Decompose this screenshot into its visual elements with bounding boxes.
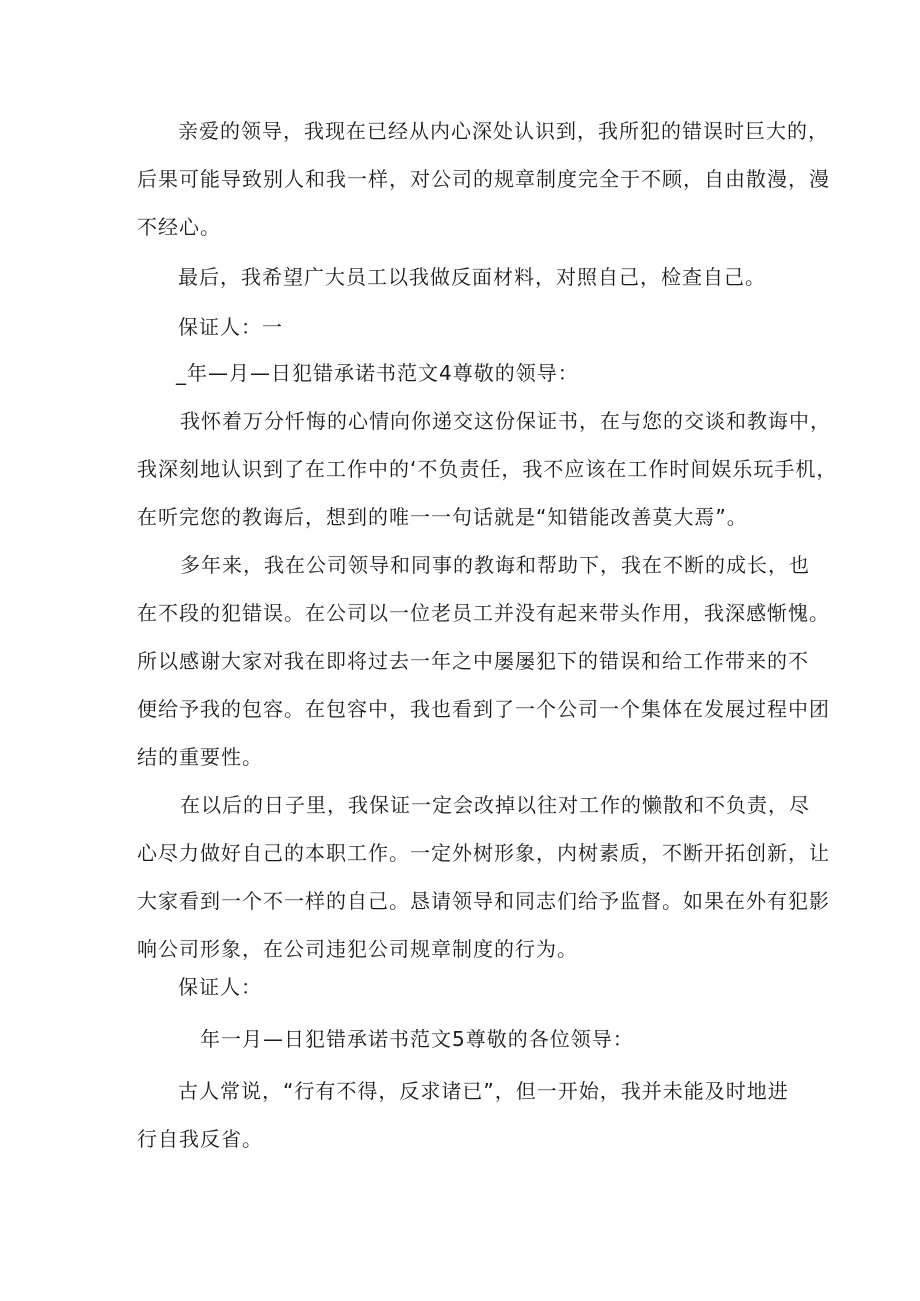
text-line-6: _年—月—日犯错承诺书范文4尊敬的领导： [176, 361, 579, 385]
text-line-16: 心尽力做好自己的本职工作。一定外树形象，内树素质，不断开拓创新，让 [137, 841, 830, 865]
text-line-14: 结的重要性。 [137, 745, 263, 769]
text-line-10: 多年来，我在公司领导和同事的教诲和帮助下，我在不断的成长，也 [180, 553, 810, 577]
text-line-12: 所以感谢大家对我在即将过去一年之中屡屡犯下的错误和给工作带来的不 [137, 649, 809, 673]
text-line-9: 在听完您的教诲后，想到的唯一一句话就是“知错能改善莫大焉”。 [137, 505, 748, 529]
text-line-19: 保证人： [178, 975, 262, 999]
text-line-11: 在不段的犯错误。在公司以一位老员工并没有起来带头作用，我深感惭愧。 [137, 601, 830, 625]
text-line-13: 便给予我的包容。在包容中，我也看到了一个公司一个集体在发展过程中团 [137, 697, 830, 721]
text-line-8: 我深刻地认识到了在工作中的‘不负责任，我不应该在工作时间娱乐玩手机， [137, 457, 838, 481]
text-line-3: 不经心。 [137, 215, 221, 239]
text-line-5: 保证人：一 [178, 315, 283, 339]
text-line-22: 行自我反省。 [137, 1127, 263, 1151]
text-line-4: 最后，我希望广大员工以我做反面材料，对照自己，检查自己。 [178, 265, 766, 289]
text-line-1: 亲爱的领导，我现在已经从内心深处认识到，我所犯的错误时巨大的， [178, 119, 829, 143]
text-line-20: 年一月—日犯错承诺书范文5尊敬的各位领导： [200, 1027, 634, 1051]
text-line-17: 大家看到一个不一样的自己。恳请领导和同志们给予监督。如果在外有犯影 [137, 889, 830, 913]
text-line-15: 在以后的日子里，我保证一定会改掉以往对工作的懒散和不负责，尽 [180, 793, 810, 817]
text-line-7: 我怀着万分忏悔的心情向你递交这份保证书，在与您的交谈和教诲中， [180, 409, 831, 433]
text-line-2: 后果可能导致别人和我一样，对公司的规章制度完全于不顾，自由散漫，漫 [137, 167, 830, 191]
text-line-21: 古人常说，“行有不得，反求诸已”，但一开始，我并未能及时地进 [178, 1079, 789, 1103]
text-line-18: 响公司形象，在公司违犯公司规章制度的行为。 [137, 937, 578, 961]
